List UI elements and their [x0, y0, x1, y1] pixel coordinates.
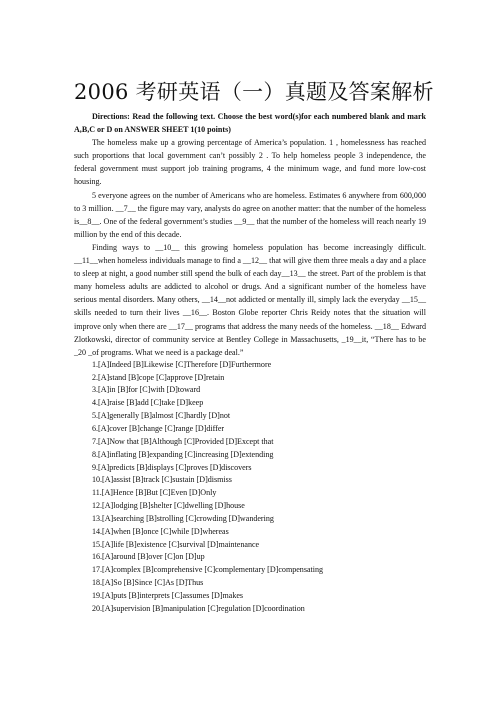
document-body: [74, 110, 426, 616]
answer-options-list: [74, 359, 426, 616]
option-item-20: 20.[A]supervision [B]manipulation [C]regulation [D]coordination: [92, 603, 305, 613]
option-item-1: 1.[A]Indeed [B]Likewise [C]Therefore [D]Furthermore: [92, 359, 272, 369]
paragraph-2: 5 everyone agrees on the number of Americans who are homeless. Estimates 6 anywhere from 600,000 to 3 million. __7__ the figure may vary, analysts do agree on another matter: that the number of the homeless is__8__. One of the federal government’s studies __9__ that the number of the homeless will reach nearly 19 million by the end of this decade.: [74, 190, 426, 239]
paragraph-1: The homeless make up a growing percentage of America’s population. 1 , homelessness has reached such proportions that local government can’t possibly 2 . To help homeless people 3 independence, the federal government must support job training programs, 4 the minimum wage, and fund more low-cost housing.: [74, 138, 426, 187]
directions-text: Directions: Read the following text. Choose the best word(s)for each numbered blank and mark A,B,C or D on ANSWER SHEET 1(10 points): [74, 112, 426, 135]
option-item-6: 6.[A]cover [B]change [C]range [D]differ: [92, 424, 225, 433]
option-item-5: 5.[A]generally [B]almost [C]hardly [D]not: [92, 411, 231, 421]
option-item-18: 18.[A]So [B]Since [C]As [D]Thus: [92, 578, 204, 588]
page-title: 2006 考研英语（一）真题及答案解析: [74, 80, 434, 105]
option-item-7: 7.[A]Now that [B]Although [C]Provided [D]Except that: [92, 436, 274, 446]
paragraph-3: Finding ways to __10__ this growing homeless population has become increasingly difficult. __11__when homeless individuals manage to find a __12__ that will give them three meals a day and a place to sleep at night, a good number still spend the bulk of each day__13__ the street. Part of the problem is that many homeless adults are addicted to alcohol or drugs. And a significant number of the homeless have serious mental disorders. Many others, __14__not addicted or mentally ill, simply lack the everyday __15__ skills needed to turn their lives __16__. Boston Globe reporter Chris Reidy notes that the situation will improve only when there are __17__ programs that address the many needs of the homeless. __18__ Edward Zlotkowski, director of community service at Bentley College in Massachusetts, _19__it, “There has to be _20 _of programs. What we need is a package deal.”: [74, 242, 426, 357]
option-item-19: 19.[A]puts [B]interprets [C]assumes [D]makes: [92, 590, 244, 600]
option-item-8: 8.[A]inflating [B]expanding [C]increasing [D]extending: [92, 449, 274, 459]
option-item-16: 16.[A]around [B]over [C]on [D]up: [92, 552, 205, 562]
option-item-17: 17.[A]complex [B]comprehensive [C]complementary [D]compensating: [92, 565, 324, 575]
option-item-3: 3.[A]in [B]for [C]with [D]toward: [92, 385, 201, 395]
option-item-9: 9.[A]predicts [B]displays [C]proves [D]discovers: [92, 462, 252, 472]
option-item-12: 12.[A]lodging [B]shelter [C]dwelling [D]house: [92, 501, 245, 511]
option-item-10: 10.[A]assist [B]track [C]sustain [D]dismiss: [92, 475, 232, 485]
option-item-11: 11.[A]Hence [B]But [C]Even [D]Only: [92, 488, 217, 498]
option-item-2: 2.[A]stand [B]cope [C]approve [D]retain: [92, 372, 225, 382]
option-item-4: 4.[A]raise [B]add [C]take [D]keep: [92, 398, 204, 408]
option-item-15: 15.[A]life [B]existence [C]survival [D]maintenance: [92, 539, 260, 549]
option-item-14: 14.[A]when [B]once [C]while [D]whereas: [92, 526, 229, 536]
option-item-13: 13.[A]searching [B]strolling [C]crowding [D]wandering: [92, 513, 274, 523]
